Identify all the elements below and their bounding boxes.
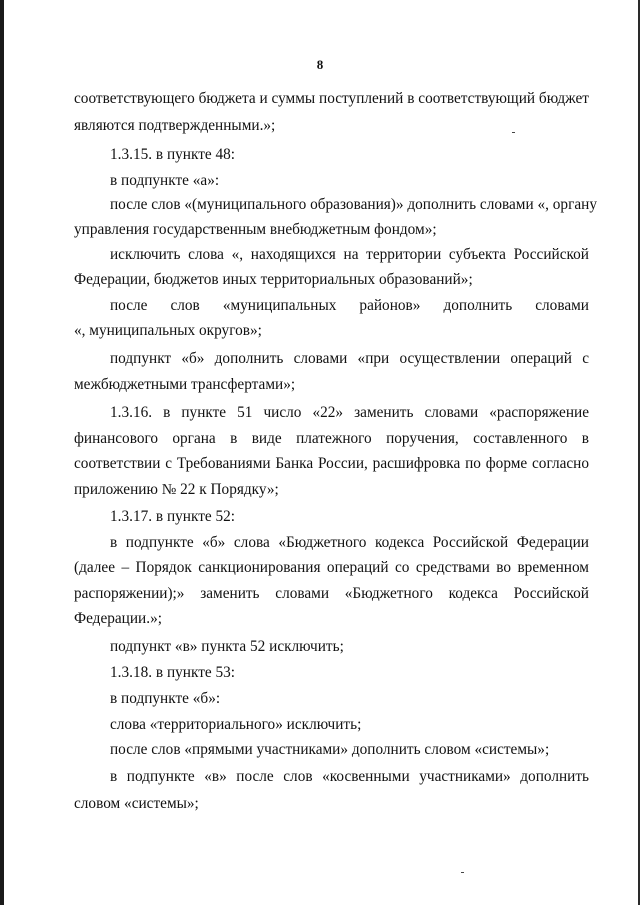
text-line: соответствующего бюджета и суммы поступлений в соответствующий бюджет: [74, 90, 589, 107]
scan-speck: [512, 132, 515, 133]
text-line: после слов «муниципальных районов» дополнить словами: [110, 297, 589, 314]
text-line: Федерации.»;: [74, 610, 162, 627]
text-line: приложению № 22 к Порядку»;: [74, 481, 279, 498]
text-line: словом «системы»;: [74, 795, 199, 812]
text-line: 1.3.15. в пункте 48:: [110, 146, 236, 163]
text-line: в подпункте «а»:: [110, 172, 220, 189]
text-line: в подпункте «б»:: [110, 690, 221, 707]
text-line: 1.3.17. в пункте 52:: [110, 508, 236, 525]
text-line: в подпункте «в» после слов «косвенными участниками» дополнить: [110, 768, 589, 785]
text-line: (далее – Порядок санкционирования операций со средствами во временном: [74, 559, 589, 576]
page-number: 8: [316, 57, 324, 72]
text-line: исключить слова «, находящихся на территории субъекта Российской: [110, 246, 589, 263]
scan-speck: [461, 872, 464, 873]
text-line: «, муниципальных округов»;: [74, 322, 262, 339]
text-line: являются подтвержденными.»;: [74, 117, 276, 134]
text-line: соответствии с Требованиями Банка России, расшифровка по форме согласно: [74, 455, 589, 472]
text-line: Федерации, бюджетов иных территориальных образований»;: [74, 271, 473, 288]
scan-edge-left: [0, 0, 4, 905]
text-line: подпункт «в» пункта 52 исключить;: [110, 638, 344, 655]
text-line: распоряжении);» заменить словами «Бюджетного кодекса Российской: [74, 585, 589, 602]
text-line: в подпункте «б» слова «Бюджетного кодекса Российской Федерации: [110, 534, 589, 551]
text-line: финансового органа в виде платежного поручения, составленного в: [74, 430, 589, 447]
text-line: подпункт «б» дополнить словами «при осуществлении операций с: [110, 350, 589, 367]
text-line: после слов «(муниципального образования)» дополнить словами «, органу: [110, 196, 597, 213]
text-line: слова «территориального» исключить;: [110, 716, 362, 733]
text-line: после слов «прямыми участниками» дополнить словом «системы»;: [110, 741, 550, 758]
text-line: 1.3.18. в пункте 53:: [110, 664, 236, 681]
text-line: 1.3.16. в пункте 51 число «22» заменить словами «распоряжение: [110, 404, 589, 421]
text-line: межбюджетными трансфертами»;: [74, 376, 296, 393]
text-line: управления государственным внебюджетным фондом»;: [74, 221, 437, 238]
